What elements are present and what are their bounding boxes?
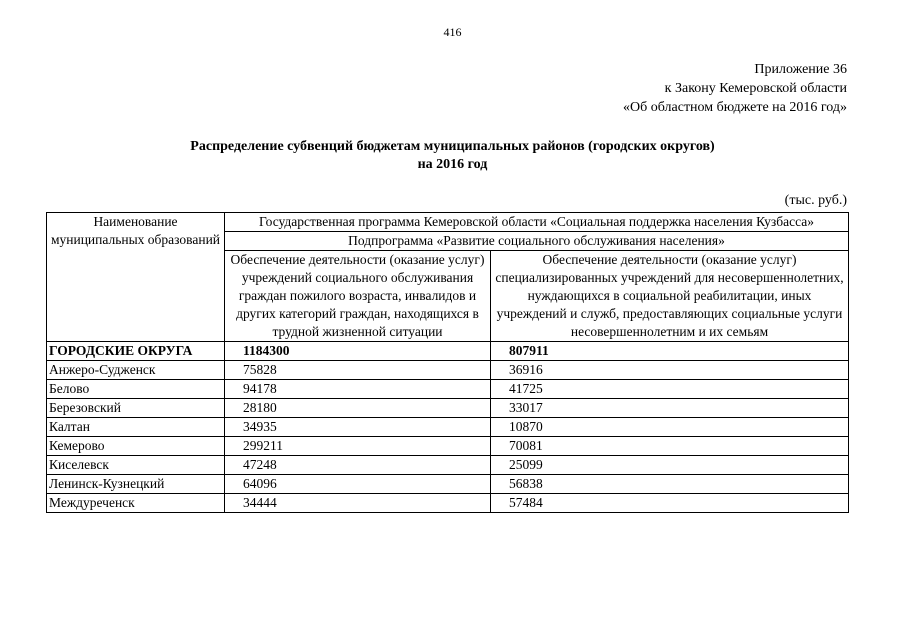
row-v1: 28180 <box>225 399 491 418</box>
row-v2: 56838 <box>491 475 849 494</box>
appendix-line-3: «Об областном бюджете на 2016 год» <box>623 100 847 115</box>
row-v2: 41725 <box>491 380 849 399</box>
row-v1: 94178 <box>225 380 491 399</box>
col2-header: Обеспечение деятельности (оказание услуг) учреждений социального обслуживания граждан пожилого возраста, инвалидов и других категорий граждан, находящихся в трудной жизненной ситуации <box>225 251 491 342</box>
row-v2: 25099 <box>491 456 849 475</box>
table-row <box>47 437 849 456</box>
appendix-line-1: Приложение 36 <box>754 62 847 77</box>
row-v1: 34935 <box>225 418 491 437</box>
row-name: Белово <box>47 380 225 399</box>
total-row-v1: 1184300 <box>225 342 491 361</box>
table-row <box>47 456 849 475</box>
header-row-program <box>47 213 849 232</box>
row-v2: 36916 <box>491 361 849 380</box>
subsidy-table <box>46 212 849 513</box>
row-v1: 75828 <box>225 361 491 380</box>
col3-header: Обеспечение деятельности (оказание услуг) специализированных учреждений для несовершеннолетних, нуждающихся в социальной реабилитации, иных учреждений и служб, предоставляющих социальные услуги несовершеннолетним и их семьям <box>491 251 849 342</box>
row-v2: 57484 <box>491 494 849 513</box>
document-title <box>0 138 905 174</box>
row-name: Киселевск <box>47 456 225 475</box>
row-name: Ленинск-Кузнецкий <box>47 475 225 494</box>
table-row <box>47 361 849 380</box>
row-v1: 299211 <box>225 437 491 456</box>
total-row-name: ГОРОДСКИЕ ОКРУГА <box>47 342 225 361</box>
units-label: (тыс. руб.) <box>784 193 847 208</box>
table-row <box>47 418 849 437</box>
row-name: Междуреченск <box>47 494 225 513</box>
row-v2: 33017 <box>491 399 849 418</box>
page-number: 416 <box>443 25 462 39</box>
title-line-2: на 2016 год <box>417 157 488 172</box>
total-row-v2: 807911 <box>491 342 849 361</box>
row-v1: 64096 <box>225 475 491 494</box>
row-name: Анжеро-Судженск <box>47 361 225 380</box>
row-name: Березовский <box>47 399 225 418</box>
total-row <box>47 342 849 361</box>
table-row <box>47 494 849 513</box>
appendix-block <box>623 60 847 117</box>
appendix-line-2: к Закону Кемеровской области <box>664 81 847 96</box>
table-row <box>47 399 849 418</box>
title-line-1: Распределение субвенций бюджетам муниципальных районов (городских округов) <box>190 139 715 154</box>
row-v2: 70081 <box>491 437 849 456</box>
program-header: Государственная программа Кемеровской области «Социальная поддержка населения Кузбасса» <box>225 213 849 232</box>
row-v1: 34444 <box>225 494 491 513</box>
subprogram-header: Подпрограмма «Развитие социального обслуживания населения» <box>225 232 849 251</box>
col-name-header: Наименование муниципальных образований <box>47 213 225 342</box>
row-name: Кемерово <box>47 437 225 456</box>
row-v2: 10870 <box>491 418 849 437</box>
table-row <box>47 380 849 399</box>
row-name: Калтан <box>47 418 225 437</box>
table-row <box>47 475 849 494</box>
row-v1: 47248 <box>225 456 491 475</box>
